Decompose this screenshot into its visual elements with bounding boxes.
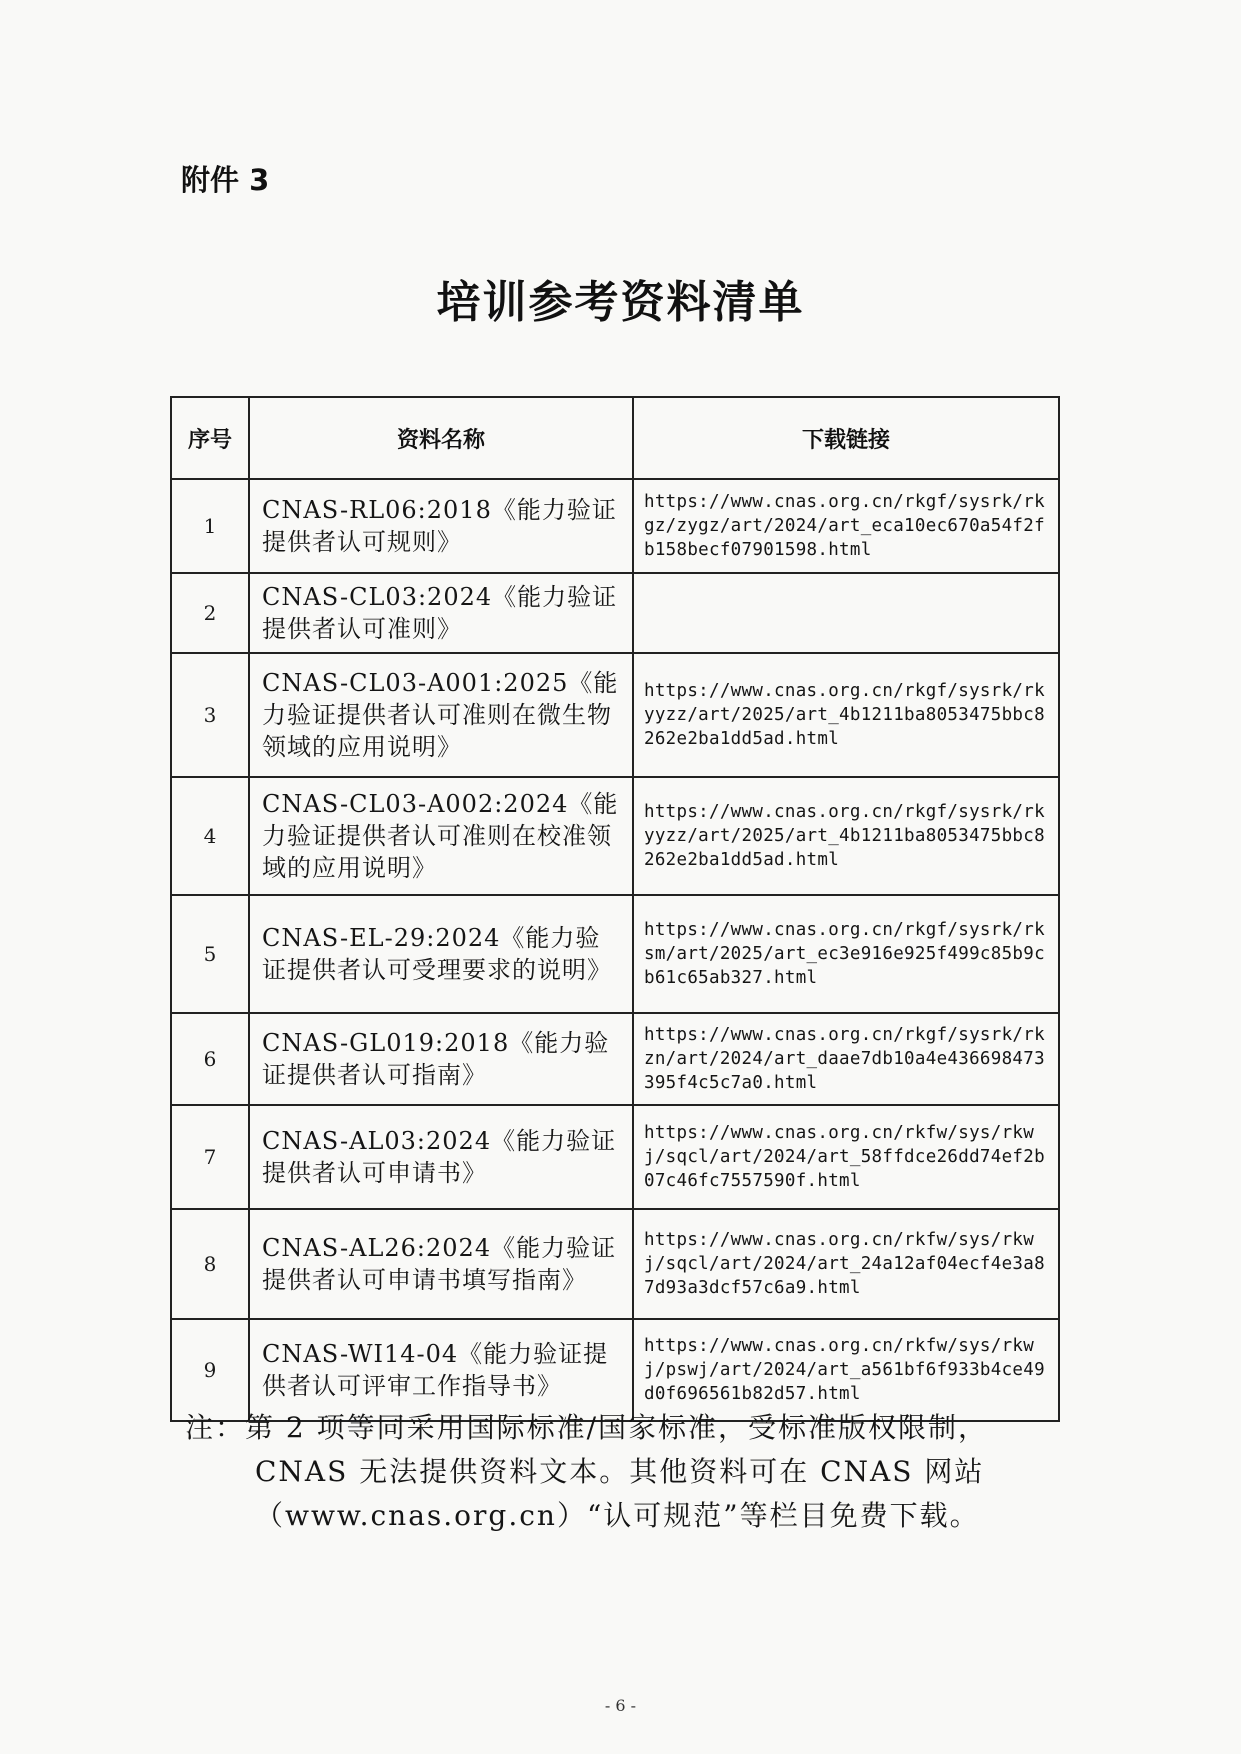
row-seq: 1 [171, 479, 249, 573]
table-row [171, 479, 1059, 573]
table-row [171, 1105, 1059, 1209]
page-title: 培训参考资料清单 [436, 277, 805, 328]
header-seq: 序号 [171, 397, 249, 479]
row-download-link[interactable]: https://www.cnas.org.cn/rkgf/sysrk/rkzn/art/2024/art_daae7db10a4e436698473395f4c5c7a0.html [633, 1013, 1059, 1105]
row-seq: 9 [171, 1319, 249, 1421]
page-number: - 6 - [604, 1696, 637, 1715]
footnote-line: 注：第 2 项等同采用国际标准/国家标准，受标准版权限制， [185, 1411, 989, 1444]
table-row [171, 895, 1059, 1013]
row-doc-name: CNAS-RL06:2018《能力验证提供者认可规则》 [249, 479, 633, 573]
row-seq: 5 [171, 895, 249, 1013]
footnote-line: （www.cnas.org.cn）“认可规范”等栏目免费下载。 [255, 1499, 980, 1532]
row-seq: 8 [171, 1209, 249, 1319]
table-row [171, 1013, 1059, 1105]
row-download-link[interactable]: https://www.cnas.org.cn/rkgf/sysrk/rkgz/zygz/art/2024/art_eca10ec670a54f2fb158becf07901598.html [633, 479, 1059, 573]
row-download-link[interactable]: https://www.cnas.org.cn/rkfw/sys/rkwj/sqcl/art/2024/art_58ffdce26dd74ef2b07c46fc7557590f.html [633, 1105, 1059, 1209]
row-doc-name: CNAS-GL019:2018《能力验证提供者认可指南》 [249, 1013, 633, 1105]
table-header-row [171, 397, 1059, 479]
header-name: 资料名称 [249, 397, 633, 479]
row-doc-name: CNAS-CL03-A001:2025《能力验证提供者认可准则在微生物领域的应用说明》 [249, 653, 633, 777]
row-doc-name: CNAS-AL26:2024《能力验证提供者认可申请书填写指南》 [249, 1209, 633, 1319]
footnote [185, 1406, 1065, 1538]
table-row [171, 653, 1059, 777]
row-seq: 4 [171, 777, 249, 895]
header-link: 下载链接 [633, 397, 1059, 479]
row-download-link[interactable]: https://www.cnas.org.cn/rkgf/sysrk/rkyyzz/art/2025/art_4b1211ba8053475bbc8262e2ba1dd5ad.html [633, 777, 1059, 895]
row-doc-name: CNAS-EL-29:2024《能力验证提供者认可受理要求的说明》 [249, 895, 633, 1013]
row-download-link [633, 573, 1059, 653]
row-seq: 7 [171, 1105, 249, 1209]
table-row [171, 777, 1059, 895]
row-download-link[interactable]: https://www.cnas.org.cn/rkgf/sysrk/rksm/art/2025/art_ec3e916e925f499c85b9cb61c65ab327.html [633, 895, 1059, 1013]
table-row [171, 573, 1059, 653]
table-row [171, 1209, 1059, 1319]
footnote-line: CNAS 无法提供资料文本。其他资料可在 CNAS 网站 [255, 1455, 985, 1488]
row-doc-name: CNAS-AL03:2024《能力验证提供者认可申请书》 [249, 1105, 633, 1209]
reference-table-container [170, 396, 1058, 1422]
row-doc-name: CNAS-CL03:2024《能力验证提供者认可准则》 [249, 573, 633, 653]
row-doc-name: CNAS-WI14-04《能力验证提供者认可评审工作指导书》 [249, 1319, 633, 1421]
row-download-link[interactable]: https://www.cnas.org.cn/rkfw/sys/rkwj/pswj/art/2024/art_a561bf6f933b4ce49d0f696561b82d57.html [633, 1319, 1059, 1421]
row-seq: 2 [171, 573, 249, 653]
reference-table [170, 396, 1060, 1422]
row-download-link[interactable]: https://www.cnas.org.cn/rkgf/sysrk/rkyyzz/art/2025/art_4b1211ba8053475bbc8262e2ba1dd5ad.html [633, 653, 1059, 777]
row-seq: 6 [171, 1013, 249, 1105]
row-doc-name: CNAS-CL03-A002:2024《能力验证提供者认可准则在校准领域的应用说明》 [249, 777, 633, 895]
attachment-label: 附件 3 [181, 163, 270, 197]
row-seq: 3 [171, 653, 249, 777]
row-download-link[interactable]: https://www.cnas.org.cn/rkfw/sys/rkwj/sqcl/art/2024/art_24a12af04ecf4e3a87d93a3dcf57c6a9.html [633, 1209, 1059, 1319]
